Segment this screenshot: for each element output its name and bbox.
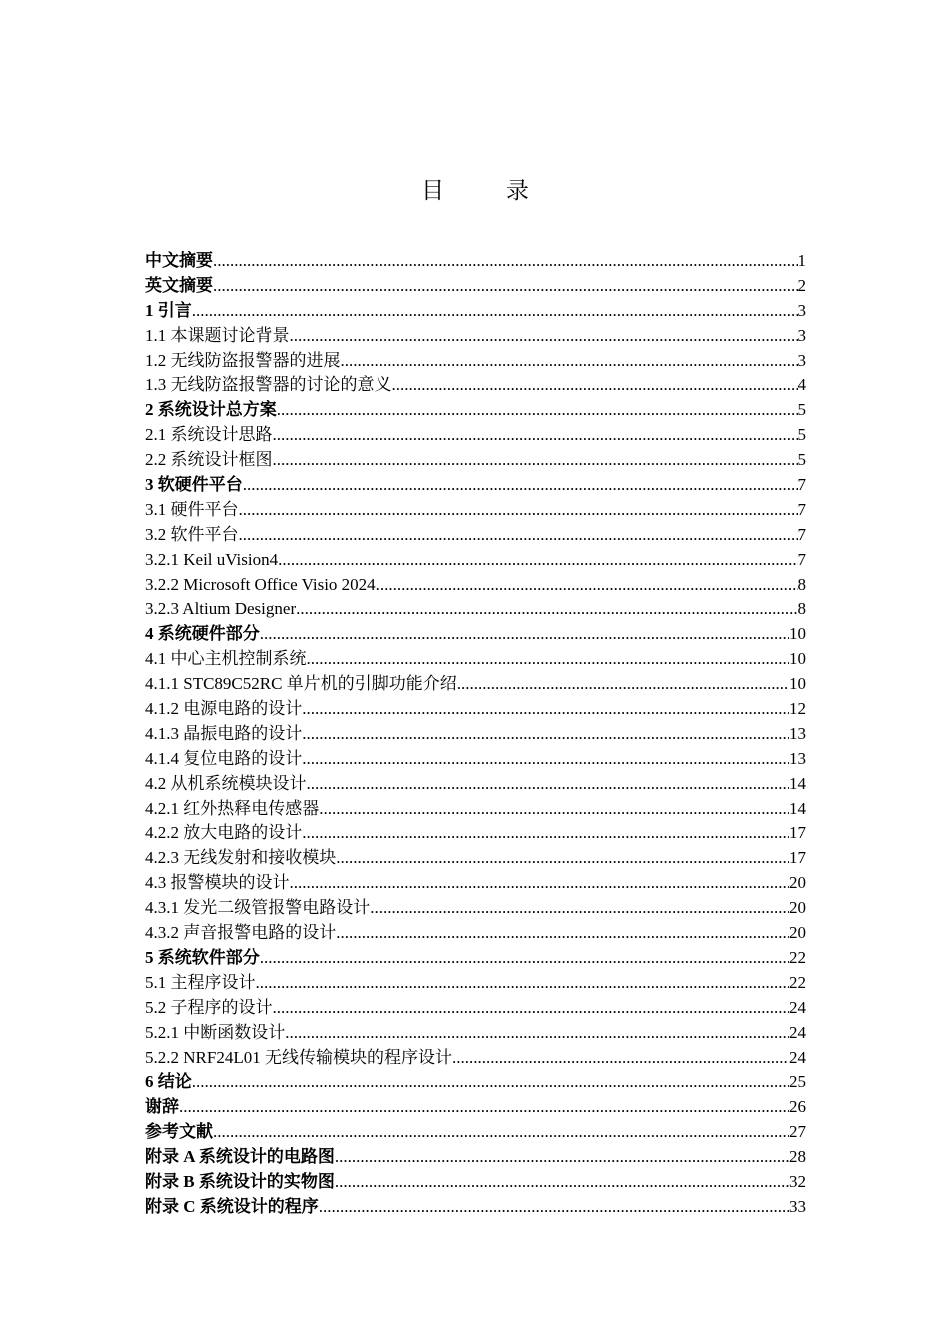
toc-entry-label: 5.2 子程序的设计 [145,997,273,1017]
toc-dot-leader [213,274,798,299]
toc-entry-page-number: 28 [789,1147,806,1167]
toc-entry-page-number: 3 [797,350,806,370]
toc-dot-leader [319,1195,789,1220]
toc-entry-page-number: 20 [789,873,806,893]
toc-entry-page-number: 4 [797,375,806,395]
toc-dot-leader [452,1046,789,1071]
toc-dot-leader [302,697,789,722]
toc-entry-label: 5.1 主程序设计 [145,972,256,992]
toc-entry-label: 附录 A 系统设计的电路图 [145,1147,335,1167]
toc-entry[interactable] [145,1145,806,1170]
toc-entry-label: 5.2.2 NRF24L01 无线传输模块的程序设计 [145,1047,452,1067]
toc-entry[interactable] [145,349,806,374]
toc-entry-page-number: 32 [789,1171,806,1191]
toc-entry-label: 4.1.2 电源电路的设计 [145,699,303,719]
toc-dot-leader [256,971,790,996]
toc-entry[interactable] [145,573,806,598]
toc-entry-page-number: 27 [789,1122,806,1142]
toc-entry-label: 4.3.2 声音报警电路的设计 [145,923,337,943]
toc-dot-leader [213,1120,789,1145]
toc-entry-label: 英文摘要 [145,275,213,295]
toc-entry-page-number: 8 [797,574,806,594]
toc-dot-leader [370,896,789,921]
toc-entry-page-number: 7 [797,475,806,495]
toc-dot-leader [239,523,798,548]
toc-entry-label: 1.2 无线防盗报警器的进展 [145,350,341,370]
toc-entry-label: 2 系统设计总方案 [145,400,277,420]
toc-dot-leader [376,573,798,598]
toc-entry-page-number: 33 [789,1196,806,1216]
toc-dot-leader [335,1170,789,1195]
toc-entry[interactable] [145,622,806,647]
toc-entry[interactable] [145,1120,806,1145]
toc-entry[interactable] [145,423,806,448]
toc-entry-label: 1.3 无线防盗报警器的讨论的意义 [145,375,392,395]
toc-entry-label: 参考文献 [145,1122,213,1142]
toc-entry-label: 1.1 本课题讨论背景 [145,325,290,345]
toc-entry-label: 附录 C 系统设计的程序 [145,1196,319,1216]
toc-entry[interactable] [145,996,806,1021]
toc-entry-page-number: 22 [789,947,806,967]
toc-dot-leader [192,299,798,324]
toc-entry-page-number: 10 [789,624,806,644]
toc-entry[interactable] [145,647,806,672]
toc-entry-page-number: 25 [789,1072,806,1092]
toc-entry[interactable] [145,398,806,423]
toc-entry-label: 5.2.1 中断函数设计 [145,1022,286,1042]
toc-dot-leader [296,597,797,622]
toc-dot-leader [392,373,798,398]
toc-dot-leader [290,871,790,896]
toc-entry[interactable] [145,324,806,349]
toc-entry-label: 4.2.3 无线发射和接收模块 [145,848,337,868]
toc-dot-leader [239,498,798,523]
toc-dot-leader [290,324,798,349]
toc-entry-page-number: 24 [789,997,806,1017]
toc-entry-page-number: 10 [789,649,806,669]
toc-entry-label: 2.2 系统设计框图 [145,450,273,470]
toc-dot-leader [278,548,797,573]
toc-entry-label: 4.2 从机系统模块设计 [145,773,307,793]
toc-entry-page-number: 1 [797,251,806,270]
toc-dot-leader [213,249,798,274]
toc-dot-leader [243,473,798,498]
toc-dot-leader [285,1021,789,1046]
toc-entry-page-number: 17 [789,848,806,868]
toc-entry[interactable] [145,523,806,548]
toc-dot-leader [341,349,798,374]
toc-entry[interactable] [145,274,806,299]
toc-entry-label: 4.2.1 红外热释电传感器 [145,798,320,818]
toc-entry[interactable] [145,871,806,896]
toc-dot-leader [336,921,789,946]
toc-entry[interactable] [145,1046,806,1071]
toc-entry-label: 4.1 中心主机控制系统 [145,649,307,669]
toc-entry[interactable] [145,1070,806,1095]
toc-entry-page-number: 5 [797,400,806,420]
toc-entry-label: 附录 B 系统设计的实物图 [145,1171,335,1191]
toc-dot-leader [302,821,789,846]
toc-entry-page-number: 3 [797,300,806,320]
toc-entry[interactable] [145,498,806,523]
toc-dot-leader [336,846,789,871]
toc-entry-page-number: 5 [797,425,806,445]
toc-dot-leader [273,996,790,1021]
toc-entry-label: 3.2 软件平台 [145,524,239,544]
toc-entry[interactable] [145,299,806,324]
toc-dot-leader [335,1145,789,1170]
toc-entry[interactable] [145,821,806,846]
toc-entry-page-number: 24 [789,1047,806,1067]
toc-entry-page-number: 7 [797,499,806,519]
toc-entry[interactable] [145,249,806,274]
toc-entry-label: 6 结论 [145,1072,192,1092]
toc-dot-leader [273,423,798,448]
toc-entry-page-number: 20 [789,923,806,943]
toc-entry-page-number: 26 [789,1097,806,1117]
toc-entry[interactable] [145,772,806,797]
toc-entry-label: 3.2.3 Altium Designer [145,599,297,619]
toc-entry-page-number: 22 [789,972,806,992]
toc-entry-label: 3.1 硬件平台 [145,499,239,519]
toc-entry-label: 3.2.2 Microsoft Office Visio 2024 [145,574,376,594]
toc-dot-leader [457,672,789,697]
toc-entry[interactable] [145,548,806,573]
toc-entry-page-number: 10 [789,674,806,694]
toc-dot-leader [179,1095,789,1120]
toc-dot-leader [307,772,790,797]
toc-entry[interactable] [145,697,806,722]
toc-title: 目 录 [421,178,557,203]
toc-entry[interactable] [145,747,806,772]
toc-entry-label: 5 系统软件部分 [145,947,260,967]
toc-dot-leader [302,722,789,747]
toc-dot-leader [192,1070,789,1095]
toc-dot-leader [260,622,789,647]
toc-entry-page-number: 2 [797,275,806,295]
toc-entry-label: 4.1.3 晶振电路的设计 [145,723,303,743]
toc-entry-page-number: 13 [789,748,806,768]
toc-entry[interactable] [145,946,806,971]
toc-entry-page-number: 7 [797,549,806,569]
toc-dot-leader [307,647,790,672]
toc-entry[interactable] [145,971,806,996]
toc-entry-page-number: 5 [797,450,806,470]
toc-entry-label: 4.2.2 放大电路的设计 [145,823,303,843]
toc-entry-page-number: 3 [797,325,806,345]
toc-dot-leader [319,797,789,822]
toc-entry[interactable] [145,846,806,871]
toc-list [145,249,806,1220]
toc-entry-label: 2.1 系统设计思路 [145,425,273,445]
toc-entry[interactable] [145,722,806,747]
toc-entry-label: 4.1.4 复位电路的设计 [145,748,303,768]
toc-entry-label: 3.2.1 Keil uVision4 [145,549,279,569]
toc-entry-page-number: 24 [789,1022,806,1042]
toc-entry[interactable] [145,1021,806,1046]
toc-entry-label: 4.3.1 发光二级管报警电路设计 [145,898,371,918]
toc-entry-label: 4.1.1 STC89C52RC 单片机的引脚功能介绍 [145,674,457,694]
toc-dot-leader [277,398,798,423]
toc-dot-leader [260,946,789,971]
toc-entry-label: 3 软硬件平台 [145,475,243,495]
toc-dot-leader [302,747,789,772]
toc-entry-label: 中文摘要 [145,251,213,270]
toc-entry-page-number: 12 [789,699,806,719]
toc-entry-page-number: 17 [789,823,806,843]
toc-entry-label: 谢辞 [145,1097,179,1117]
toc-entry[interactable] [145,597,806,622]
toc-entry[interactable] [145,448,806,473]
toc-entry[interactable] [145,1170,806,1195]
toc-entry[interactable] [145,672,806,697]
toc-entry[interactable] [145,1095,806,1120]
toc-entry-page-number: 13 [789,723,806,743]
toc-entry-label: 1 引言 [145,300,192,320]
toc-entry-page-number: 20 [789,898,806,918]
toc-dot-leader [273,448,798,473]
toc-entry[interactable] [145,896,806,921]
toc-entry-page-number: 7 [797,524,806,544]
toc-entry[interactable] [145,373,806,398]
toc-entry-label: 4 系统硬件部分 [145,624,260,644]
toc-entry-page-number: 8 [797,599,806,619]
toc-entry-label: 4.3 报警模块的设计 [145,873,290,893]
toc-entry[interactable] [145,797,806,822]
toc-entry-page-number: 14 [789,773,806,793]
toc-entry[interactable] [145,921,806,946]
toc-entry-page-number: 14 [789,798,806,818]
toc-entry[interactable] [145,1195,806,1220]
toc-entry[interactable] [145,473,806,498]
